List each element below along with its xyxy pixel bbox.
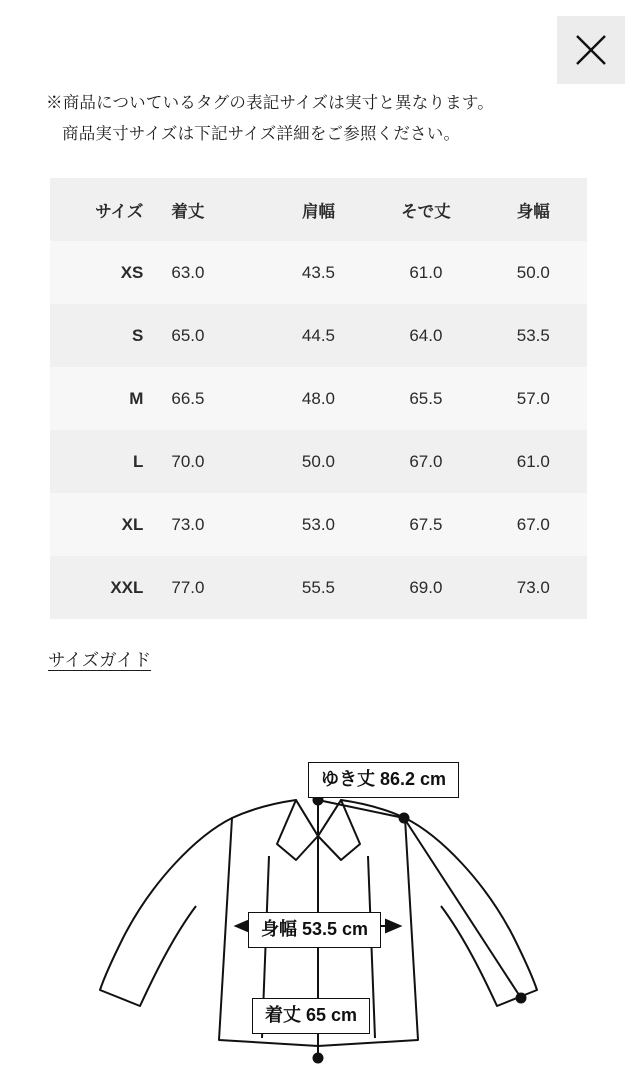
- label-body-length: 着丈 65 cm: [252, 998, 370, 1034]
- cell-sleeve: 64.0: [372, 304, 479, 367]
- cell-sleeve: 67.0: [372, 430, 479, 493]
- column-header-shoulder: 肩幅: [265, 178, 372, 241]
- cell-size: S: [50, 304, 157, 367]
- cell-length: 66.5: [157, 367, 264, 430]
- close-button[interactable]: [557, 16, 625, 84]
- size-table-body: [50, 241, 587, 619]
- cell-chest: 50.0: [480, 241, 587, 304]
- size-table: [50, 178, 587, 619]
- cell-size: L: [50, 430, 157, 493]
- cell-sleeve: 67.5: [372, 493, 479, 556]
- cell-chest: 57.0: [480, 367, 587, 430]
- cell-chest: 61.0: [480, 430, 587, 493]
- cell-chest: 53.5: [480, 304, 587, 367]
- column-header-size: サイズ: [50, 178, 157, 241]
- cell-length: 73.0: [157, 493, 264, 556]
- table-row: [50, 430, 587, 493]
- cell-sleeve: 69.0: [372, 556, 479, 619]
- cell-shoulder: 48.0: [265, 367, 372, 430]
- cell-shoulder: 43.5: [265, 241, 372, 304]
- table-row: [50, 493, 587, 556]
- cell-chest: 73.0: [480, 556, 587, 619]
- cell-sleeve: 61.0: [372, 241, 479, 304]
- cell-length: 63.0: [157, 241, 264, 304]
- label-sleeve-length: ゆき丈 86.2 cm: [308, 762, 459, 798]
- cell-size: XL: [50, 493, 157, 556]
- table-row: [50, 241, 587, 304]
- table-row: [50, 367, 587, 430]
- cell-size: M: [50, 367, 157, 430]
- column-header-sleeve: そで丈: [372, 178, 479, 241]
- cell-shoulder: 44.5: [265, 304, 372, 367]
- label-chest-width: 身幅 53.5 cm: [248, 912, 381, 948]
- size-notice-line1: ※商品についているタグの表記サイズは実寸と異なります。: [46, 94, 494, 112]
- size-notice: [46, 88, 591, 149]
- cell-shoulder: 53.0: [265, 493, 372, 556]
- table-header-row: [50, 178, 587, 241]
- column-header-chest: 身幅: [480, 178, 587, 241]
- table-row: [50, 556, 587, 619]
- cell-length: 70.0: [157, 430, 264, 493]
- cell-length: 65.0: [157, 304, 264, 367]
- measurement-diagram: [0, 740, 637, 1080]
- size-table-head: [50, 178, 587, 241]
- table-row: [50, 304, 587, 367]
- close-icon: [574, 33, 608, 67]
- size-guide-link[interactable]: サイズガイド: [48, 650, 152, 670]
- cell-shoulder: 50.0: [265, 430, 372, 493]
- cell-size: XXL: [50, 556, 157, 619]
- size-notice-line2: 商品実寸サイズは下記サイズ詳細をご参照ください。: [62, 124, 461, 143]
- cell-shoulder: 55.5: [265, 556, 372, 619]
- cell-length: 77.0: [157, 556, 264, 619]
- cell-sleeve: 65.5: [372, 367, 479, 430]
- cell-chest: 67.0: [480, 493, 587, 556]
- column-header-length: 着丈: [157, 178, 264, 241]
- cell-size: XS: [50, 241, 157, 304]
